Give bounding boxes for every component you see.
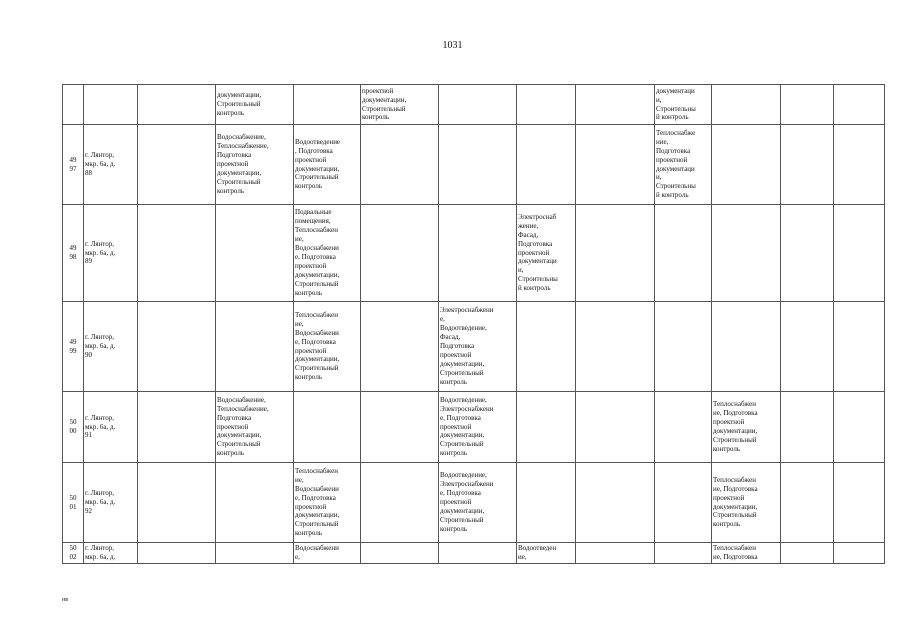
table-row: [63, 302, 885, 392]
work-cell: [655, 543, 712, 564]
empty-cell: [834, 392, 885, 463]
work-cell: [576, 392, 655, 463]
work-cell: Теплоснабжен ие, Водоснабжени е, Подготовка проектной документации, Строительный контроль: [294, 302, 361, 392]
empty-cell: [138, 85, 216, 125]
empty-cell: [834, 85, 885, 125]
work-cell: Теплоснабжен ие, Водоснабжени е, Подготовка проектной документации, Строительный контроль: [294, 463, 361, 543]
empty-cell: [138, 125, 216, 205]
work-cell: [712, 125, 781, 205]
empty-cell: [781, 205, 834, 302]
work-cell: [576, 543, 655, 564]
table-row: [63, 392, 885, 463]
work-cell: [294, 85, 361, 125]
work-cell: Водоотведение , Подготовка проектной документации, Строительный контроль: [294, 125, 361, 205]
empty-cell: [138, 205, 216, 302]
empty-cell: [834, 463, 885, 543]
work-cell: документации, Строительный контроль: [216, 85, 294, 125]
work-cell: [216, 205, 294, 302]
work-cell: [576, 205, 655, 302]
empty-cell: [834, 543, 885, 564]
work-cell: Водоотведение, Электроснабжени е, Подготовка проектной документации, Строительный контроль: [439, 463, 517, 543]
work-cell: [361, 302, 439, 392]
work-cell: [576, 85, 655, 125]
work-cell: [517, 463, 576, 543]
work-cell: [294, 392, 361, 463]
empty-cell: [781, 125, 834, 205]
empty-cell: [834, 302, 885, 392]
row-number: 49 97: [63, 125, 84, 205]
work-cell: [517, 392, 576, 463]
work-cell: Теплоснабжен ие, Подготовка проектной документации, Строительный контроль: [712, 463, 781, 543]
table-row: [63, 463, 885, 543]
address-cell: г. Лянтор, мкр. 6а, д. 91: [84, 392, 138, 463]
work-cell: [439, 205, 517, 302]
table-row: [63, 125, 885, 205]
work-cell: [712, 302, 781, 392]
work-cell: [655, 463, 712, 543]
work-cell: [576, 125, 655, 205]
work-cell: [216, 302, 294, 392]
footer-mark: нв: [62, 597, 69, 603]
row-number: 50 02: [63, 543, 84, 564]
work-cell: Водоотведен ие,: [517, 543, 576, 564]
empty-cell: [834, 125, 885, 205]
empty-cell: [781, 302, 834, 392]
row-number: 50 00: [63, 392, 84, 463]
row-number: [63, 85, 84, 125]
work-cell: [439, 85, 517, 125]
empty-cell: [834, 205, 885, 302]
empty-cell: [781, 543, 834, 564]
empty-cell: [781, 85, 834, 125]
empty-cell: [781, 392, 834, 463]
address-cell: г. Лянтор, мкр. 6а, д. 90: [84, 302, 138, 392]
program-table: [62, 84, 885, 564]
work-cell: [216, 463, 294, 543]
address-cell: г. Лянтор, мкр. 6а, д. 89: [84, 205, 138, 302]
work-cell: [361, 463, 439, 543]
row-number: 49 98: [63, 205, 84, 302]
work-cell: [712, 205, 781, 302]
address-cell: г. Лянтор, мкр. 6а, д. 88: [84, 125, 138, 205]
work-cell: [361, 205, 439, 302]
empty-cell: [781, 463, 834, 543]
work-cell: [655, 392, 712, 463]
work-cell: документаци и, Строительны й контроль: [655, 85, 712, 125]
work-cell: [712, 85, 781, 125]
empty-cell: [138, 302, 216, 392]
work-cell: Водоснабжение, Теплоснабжение, Подготовка проектной документации, Строительный контроль: [216, 125, 294, 205]
address-cell: [84, 85, 138, 125]
work-cell: проектной документации, Строительный контроль: [361, 85, 439, 125]
empty-cell: [138, 392, 216, 463]
work-cell: Подвальные помещения, Теплоснабжен ие, Водоснабжени е, Подготовка проектной документации, Строительный контроль: [294, 205, 361, 302]
work-cell: [576, 302, 655, 392]
work-cell: [361, 125, 439, 205]
work-cell: Электроснабжени е, Водоотведение, Фасад, Подготовка проектной документации, Строительный контроль: [439, 302, 517, 392]
work-cell: [361, 392, 439, 463]
table-row: [63, 205, 885, 302]
work-cell: Теплоснабжен ие, Подготовка: [712, 543, 781, 564]
address-cell: г. Лянтор, мкр. 6а, д.: [84, 543, 138, 564]
row-number: 50 01: [63, 463, 84, 543]
work-cell: [655, 302, 712, 392]
table-row: [63, 543, 885, 564]
work-cell: [439, 543, 517, 564]
row-number: 49 99: [63, 302, 84, 392]
work-cell: [216, 543, 294, 564]
page-number: 1031: [442, 40, 463, 51]
table-row: [63, 85, 885, 125]
work-cell: [517, 125, 576, 205]
work-cell: Водоснабжение, Теплоснабжение, Подготовка проектной документации, Строительный контроль: [216, 392, 294, 463]
work-cell: Электроснаб жение, Фасад, Подготовка проектной документаци и, Строительны й контроль: [517, 205, 576, 302]
work-cell: Водоотведение, Электроснабжени е, Подготовка проектной документации, Строительный контроль: [439, 392, 517, 463]
work-cell: [517, 302, 576, 392]
work-cell: Теплоснабже ние, Подготовка проектной документаци и, Строительны й контроль: [655, 125, 712, 205]
work-cell: [361, 543, 439, 564]
work-cell: [576, 463, 655, 543]
work-cell: Теплоснабжен ие, Подготовка проектной документации, Строительный контроль: [712, 392, 781, 463]
work-cell: [655, 205, 712, 302]
empty-cell: [138, 543, 216, 564]
empty-cell: [138, 463, 216, 543]
address-cell: г. Лянтор, мкр. 6а, д. 92: [84, 463, 138, 543]
work-cell: [517, 85, 576, 125]
work-cell: [439, 125, 517, 205]
work-cell: Водоснабжени е,: [294, 543, 361, 564]
